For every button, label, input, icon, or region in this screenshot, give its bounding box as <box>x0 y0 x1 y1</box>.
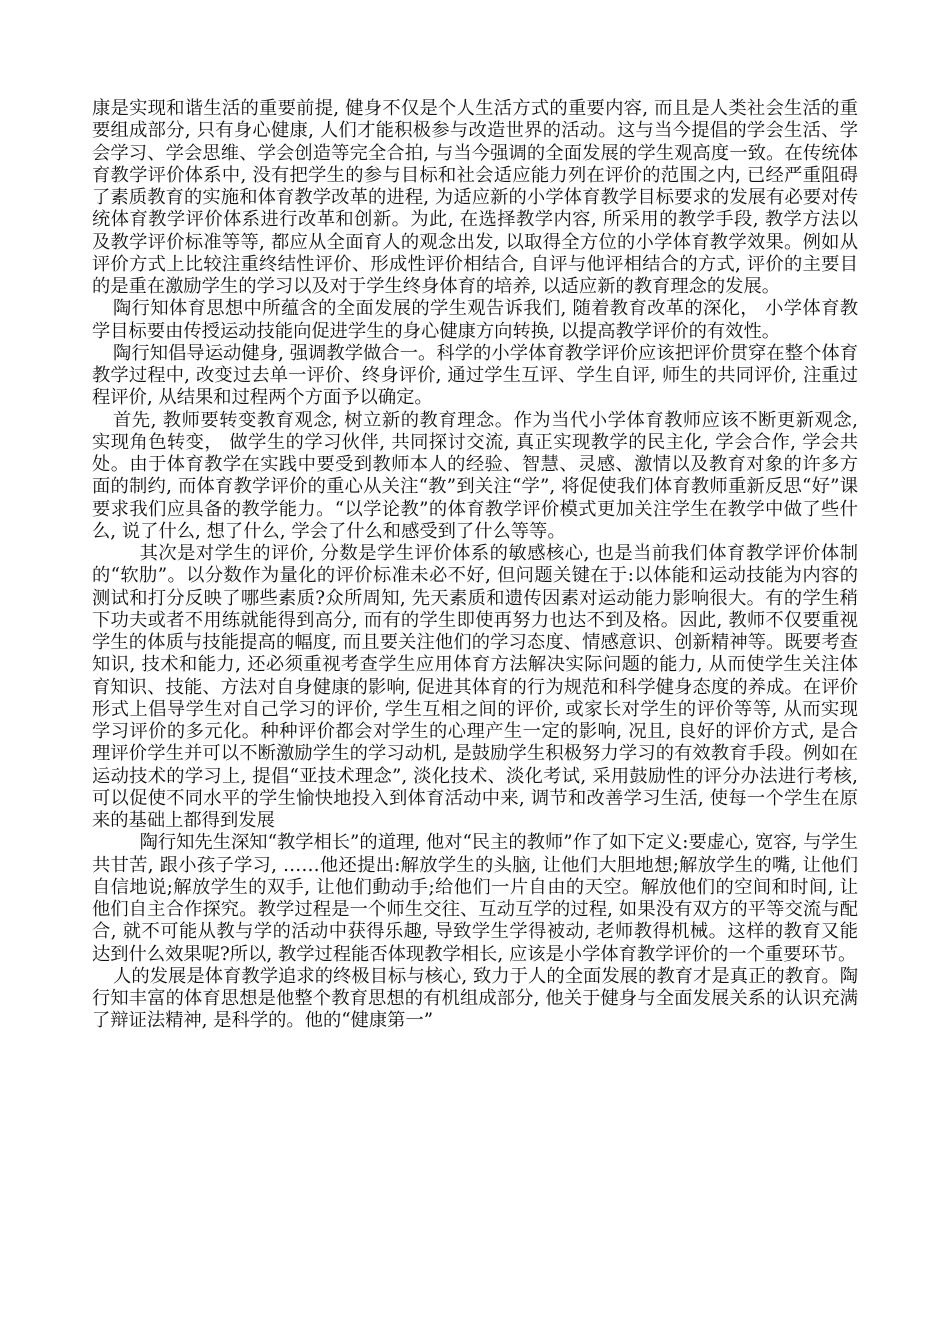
paragraph-teaching-mutual: 陶行知先生深知“教学相长”的道理, 他对“民主的教师”作了如下定义:要虚心, 宽容, 与学生共甘苦, 跟小孩子学习, ……他还提出:解放学生的头脑, 让他们大胆地想;解放学生的嘴, 让他们自信地说;解放学生的双手, 让他们動动手;给他们一片自由的天空。解放他们的空间和时间, 让他们自主合作探究。教学过程是一个师生交往、互动互学的过程, 如果没有双方的平等交流与配合, 就不可能从教与学的活动中获得乐趣, 导致学生学得被动, 老师教得机械。这样的教育又能达到什么效果呢?所以, 教学过程能否体现教学相长, 应该是小学体育教学评价的一个重要环节。 <box>92 832 858 965</box>
paragraph-human-development: 人的发展是体育教学追求的终极目标与核心, 致力于人的全面发展的教育才是真正的教育。陶行知丰富的体育思想是他整个教育思想的有机组成部分, 他关于健身与全面发展关系的认识充满了辩证法精神, 是科学的。他的“健康第一” <box>92 965 858 1032</box>
paragraph-teaching-unity: 陶行知倡导运动健身, 强调教学做合一。科学的小学体育教学评价应该把评价贯穿在整个体育教学过程中, 改变过去单一评价、终身评价, 通过学生互评、学生自评, 师生的共同评价, 注重过程评价, 从结果和过程两个方面予以确定。 <box>92 342 858 409</box>
paragraph-student-view: 陶行知体育思想中所蕴含的全面发展的学生观告诉我们, 随着教育改革的深化， 小学体育教学目标要由传授运动技能向促进学生的身心健康方向转换, 以提高教学评价的有效性。 <box>92 298 858 342</box>
paragraph-continuation: 康是实现和谐生活的重要前提, 健身不仅是个人生活方式的重要内容, 而且是人类社会生活的重要组成部分, 只有身心健康, 人们才能积极参与改造世界的活动。这与当今提倡的学会生活、学会学习、学会思维、学会创造等完全合拍, 与当今强调的全面发展的学生观高度一致。在传统体育教学评价体系中, 没有把学生的参与目标和社会适应能力列在评价的范围之内, 已经严重阻碍了素质教育的实施和体育教学改革的进程, 为适应新的小学体育教学目标要求的发展有必要对传统体育教学评价体系进行改革和创新。为此, 在选择教学内容, 所采用的教学手段, 教学方法以及教学评价标准等等, 都应从全面育人的观念出发, 以取得全方位的小学体育教学效果。例如从评价方式上比较注重终结性评价、形成性评价相结合, 自评与他评相结合的方式, 评价的主要目的是重在激励学生的学习以及对于学生终身体育的培养, 以适应新的教育理念的发展。 <box>92 98 858 297</box>
paragraph-teacher-concept: 首先, 教师要转变教育观念, 树立新的教育理念。作为当代小学体育教师应该不断更新观念, 实现角色转变， 做学生的学习伙伴, 共同探讨交流, 真正实现教学的民主化, 学会合作, 学会共处。由于体育教学在实践中要受到教师本人的经验、智慧、灵感、激情以及教育对象的许多方面的制约, 而体育教学评价的重心从关注“教”到关注“学”, 将促使我们体育教师重新反思“好”课要求我们应具备的教学能力。“以学论教”的体育教学评价模式更加关注学生在教学中做了些什么, 说了什么, 想了什么, 学会了什么和感受到了什么等等。 <box>92 409 858 542</box>
document-page <box>92 98 858 1033</box>
paragraph-student-evaluation: 其次是对学生的评价, 分数是学生评价体系的敏感核心, 也是当前我们体育教学评价体制的“软肋”。以分数作为量化的评价标准未必不好, 但问题关键在于:以体能和运动技能为内容的测试和打分反映了哪些素质?众所周知, 先天素质和遗传因素对运动能力影响很大。有的学生稍下功夫或者不用练就能得到高分, 而有的学生即使再努力也达不到及格。因此, 教师不仅要重视学生的体质与技能提高的幅度, 而且要关注他们的学习态度、情感意识、创新精神等。既要考查知识, 技术和能力, 还必须重视考查学生应用体育方法解决实际问题的能力, 从而使学生关注体育知识、技能、方法对自身健康的影响, 促进其体育的行为规范和科学健身态度的养成。在评价形式上倡导学生对自己学习的评价, 学生互相之间的评价, 或家长对学生的评价等等, 从而实现学习评价的多元化。种种评价都会对学生的心理产生一定的影响, 况且, 良好的评价方式, 是合理评价学生并可以不断激励学生的学习动机, 是鼓励学生积极努力学习的有效教育手段。例如在运动技术的学习上, 提倡“亚技术理念”, 淡化技术、淡化考试, 采用鼓励性的评分办法进行考核, 可以促使不同水平的学生愉快地投入到体育活动中来, 调节和改善学习生活, 使每一个学生在原来的基础上都得到发展 <box>92 543 858 831</box>
